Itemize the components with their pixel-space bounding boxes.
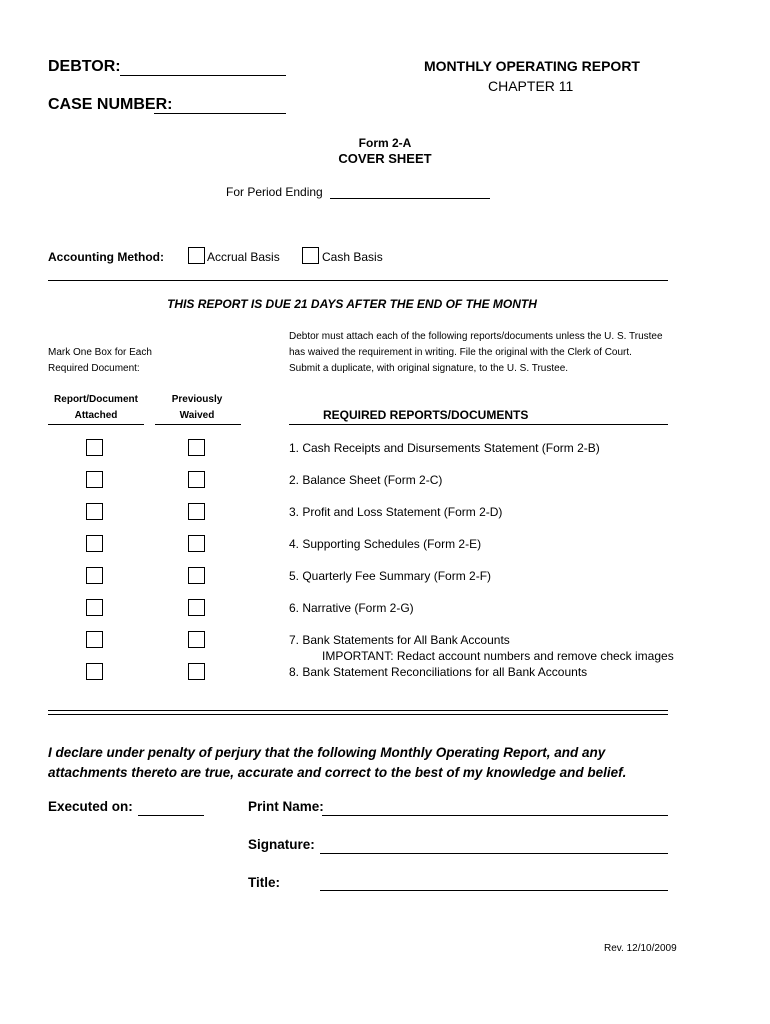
- waived-checkbox-8[interactable]: [188, 663, 205, 680]
- form-id: Form 2-A: [358, 136, 412, 150]
- waived-checkbox-5[interactable]: [188, 567, 205, 584]
- chapter-label: CHAPTER 11: [488, 78, 574, 94]
- waived-checkbox-2[interactable]: [188, 471, 205, 488]
- debtor-label: DEBTOR:: [48, 58, 121, 75]
- divider: [48, 280, 668, 281]
- instructions-left-2: Required Document:: [48, 363, 140, 374]
- period-ending-field[interactable]: [330, 184, 490, 199]
- declaration-line-1: I declare under penalty of perjury that the following Monthly Operating Report, and any: [48, 745, 606, 760]
- attached-checkbox-1[interactable]: [86, 439, 103, 456]
- attached-checkbox-4[interactable]: [86, 535, 103, 552]
- period-ending-label: For Period Ending: [226, 185, 323, 199]
- waived-checkbox-4[interactable]: [188, 535, 205, 552]
- required-doc-7: 7. Bank Statements for All Bank Accounts: [289, 633, 510, 647]
- col-documents-header: REQUIRED REPORTS/DOCUMENTS: [323, 408, 529, 422]
- title-field[interactable]: [320, 874, 668, 891]
- required-doc-5: 5. Quarterly Fee Summary (Form 2-F): [289, 569, 492, 583]
- col-attached-header-2: Attached: [74, 410, 118, 421]
- accrual-basis-checkbox[interactable]: [188, 247, 205, 264]
- print-name-field[interactable]: [322, 799, 668, 816]
- double-divider-bottom: [48, 714, 668, 715]
- waived-checkbox-6[interactable]: [188, 599, 205, 616]
- revision-date: Rev. 12/10/2009: [604, 943, 677, 954]
- instructions-right-1: Debtor must attach each of the following reports/documents unless the U. S. Trustee: [289, 331, 663, 342]
- attached-checkbox-3[interactable]: [86, 503, 103, 520]
- attached-checkbox-8[interactable]: [86, 663, 103, 680]
- attached-checkbox-7[interactable]: [86, 631, 103, 648]
- required-doc-7-note: IMPORTANT: Redact account numbers and remove check images: [322, 649, 674, 663]
- col-attached-underline: [48, 424, 144, 425]
- signature-label: Signature:: [248, 837, 315, 852]
- attached-checkbox-5[interactable]: [86, 567, 103, 584]
- col-waived-header-1: Previously: [171, 394, 223, 405]
- cash-basis-checkbox[interactable]: [302, 247, 319, 264]
- case-number-field[interactable]: [154, 96, 286, 114]
- accounting-method-label: Accounting Method:: [48, 250, 164, 264]
- col-waived-underline: [155, 424, 241, 425]
- double-divider-top: [48, 710, 668, 711]
- instructions-right-2: has waived the requirement in writing. File the original with the Clerk of Court.: [289, 347, 632, 358]
- executed-on-label: Executed on:: [48, 799, 133, 814]
- instructions-right-3: Submit a duplicate, with original signature, to the U. S. Trustee.: [289, 363, 569, 374]
- accrual-basis-label: Accrual Basis: [207, 250, 280, 264]
- instructions-left-1: Mark One Box for Each: [48, 347, 152, 358]
- waived-checkbox-1[interactable]: [188, 439, 205, 456]
- required-doc-6: 6. Narrative (Form 2-G): [289, 601, 414, 615]
- print-name-label: Print Name:: [248, 799, 324, 814]
- due-notice: THIS REPORT IS DUE 21 DAYS AFTER THE END OF THE MONTH: [167, 297, 537, 311]
- waived-checkbox-3[interactable]: [188, 503, 205, 520]
- attached-checkbox-6[interactable]: [86, 599, 103, 616]
- col-documents-underline: [289, 424, 668, 425]
- case-number-label: CASE NUMBER:: [48, 96, 173, 113]
- signature-field[interactable]: [320, 837, 668, 854]
- debtor-field[interactable]: [120, 58, 286, 76]
- cover-sheet-title: COVER SHEET: [338, 151, 432, 166]
- required-doc-1: 1. Cash Receipts and Disursements Statement (Form 2-B): [289, 441, 600, 455]
- attached-checkbox-2[interactable]: [86, 471, 103, 488]
- executed-on-field[interactable]: [138, 799, 204, 816]
- report-title: MONTHLY OPERATING REPORT: [424, 58, 640, 74]
- required-doc-3: 3. Profit and Loss Statement (Form 2-D): [289, 505, 503, 519]
- declaration-line-2: attachments thereto are true, accurate and correct to the best of my knowledge and belief.: [48, 765, 627, 780]
- required-doc-4: 4. Supporting Schedules (Form 2-E): [289, 537, 482, 551]
- waived-checkbox-7[interactable]: [188, 631, 205, 648]
- col-waived-header-2: Waived: [179, 410, 215, 421]
- required-doc-2: 2. Balance Sheet (Form 2-C): [289, 473, 443, 487]
- title-label: Title:: [248, 875, 281, 890]
- col-attached-header-1: Report/Document: [54, 394, 138, 405]
- required-doc-8: 8. Bank Statement Reconciliations for all Bank Accounts: [289, 665, 588, 679]
- cash-basis-label: Cash Basis: [322, 250, 383, 264]
